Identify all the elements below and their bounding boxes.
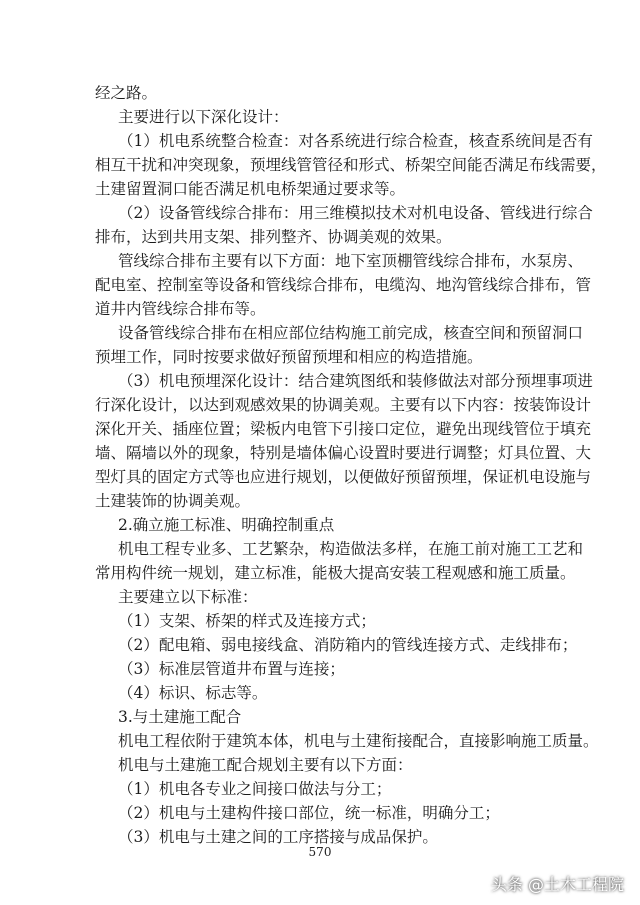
list-item: （1）支架、桥架的样式及连接方式；: [118, 612, 376, 630]
text-line: （1）机电系统整合检查：对各系统进行综合检查，核查系统间是否有: [118, 132, 593, 150]
list-item: （3）标准层管道井布置与连接；: [118, 660, 345, 678]
watermark-text: 头条 @土木工程院: [490, 874, 624, 894]
text-line: 经之路。: [95, 84, 158, 102]
text-line: 管线综合排布主要有以下方面：地下室顶棚管线综合排布，水泵房、: [118, 252, 584, 270]
text-line: 机电与土建施工配合规划主要有以下方面：: [118, 756, 413, 774]
text-line: 主要进行以下深化设计：: [118, 108, 289, 126]
text-line: 道井内管线综合排布等。: [95, 300, 266, 318]
text-line: 常用构件统一规划，建立标准，能极大提高安装工程观感和施工质量。: [95, 564, 576, 582]
section-heading: 3.与土建施工配合: [118, 708, 242, 726]
text-line: 土建装饰的协调美观。: [95, 492, 251, 510]
list-item: （3）机电与土建之间的工序搭接与成品保护。: [118, 828, 438, 846]
text-line: 相互干扰和冲突现象，预埋线管管径和形式、桥架空间能否满足布线需要，: [95, 156, 607, 174]
text-line: 机电工程依附于建筑本体，机电与土建衔接配合，直接影响施工质量。: [118, 732, 599, 750]
text-line: 排布，达到共用支架、排列整齐、协调美观的效果。: [95, 228, 452, 246]
text-line: （2）设备管线综合排布：用三维模拟技术对机电设备、管线进行综合: [118, 204, 593, 222]
text-line: 行深化设计，以达到观感效果的协调美观。主要有以下内容：按装饰设计: [95, 396, 592, 414]
text-line: 土建留置洞口能否满足机电桥架通过要求等。: [95, 180, 406, 198]
text-line: 主要建立以下标准：: [118, 588, 258, 606]
text-line: 机电工程专业多、工艺繁杂，构造做法多样，在施工前对施工工艺和: [118, 540, 584, 558]
list-item: （2）配电箱、弱电接线盒、消防箱内的管线连接方式、走线排布；: [118, 636, 578, 654]
page-number: 570: [308, 845, 332, 859]
text-line: （3）机电预埋深化设计：结合建筑图纸和装修做法对部分预埋事项进: [118, 372, 593, 390]
text-line: 深化开关、插座位置；梁板内电管下引接口定位，避免出现线管位于填充: [95, 420, 592, 438]
text-line: 设备管线综合排布在相应部位结构施工前完成，核查空间和预留洞口: [118, 324, 584, 342]
list-item: （1）机电各专业之间接口做法与分工；: [118, 780, 392, 798]
watermark: [491, 868, 624, 898]
text-line: 墙、隔墙以外的现象，特别是墙体偏心设置时要进行调整；灯具位置、大: [95, 444, 592, 462]
text-line: 配电室、控制室等设备和管线综合排布，电缆沟、地沟管线综合排布，管: [95, 276, 592, 294]
list-item: （2）机电与土建构件接口部位，统一标准，明确分工；: [118, 804, 500, 822]
section-heading: 2.确立施工标准、明确控制重点: [118, 516, 335, 534]
list-item: （4）标识、标志等。: [118, 684, 268, 702]
text-line: 预埋工作，同时按要求做好预留预埋和相应的构造措施。: [95, 348, 483, 366]
text-line: 型灯具的固定方式等也应进行规划，以便做好预留预埋，保证机电设施与: [95, 468, 592, 486]
